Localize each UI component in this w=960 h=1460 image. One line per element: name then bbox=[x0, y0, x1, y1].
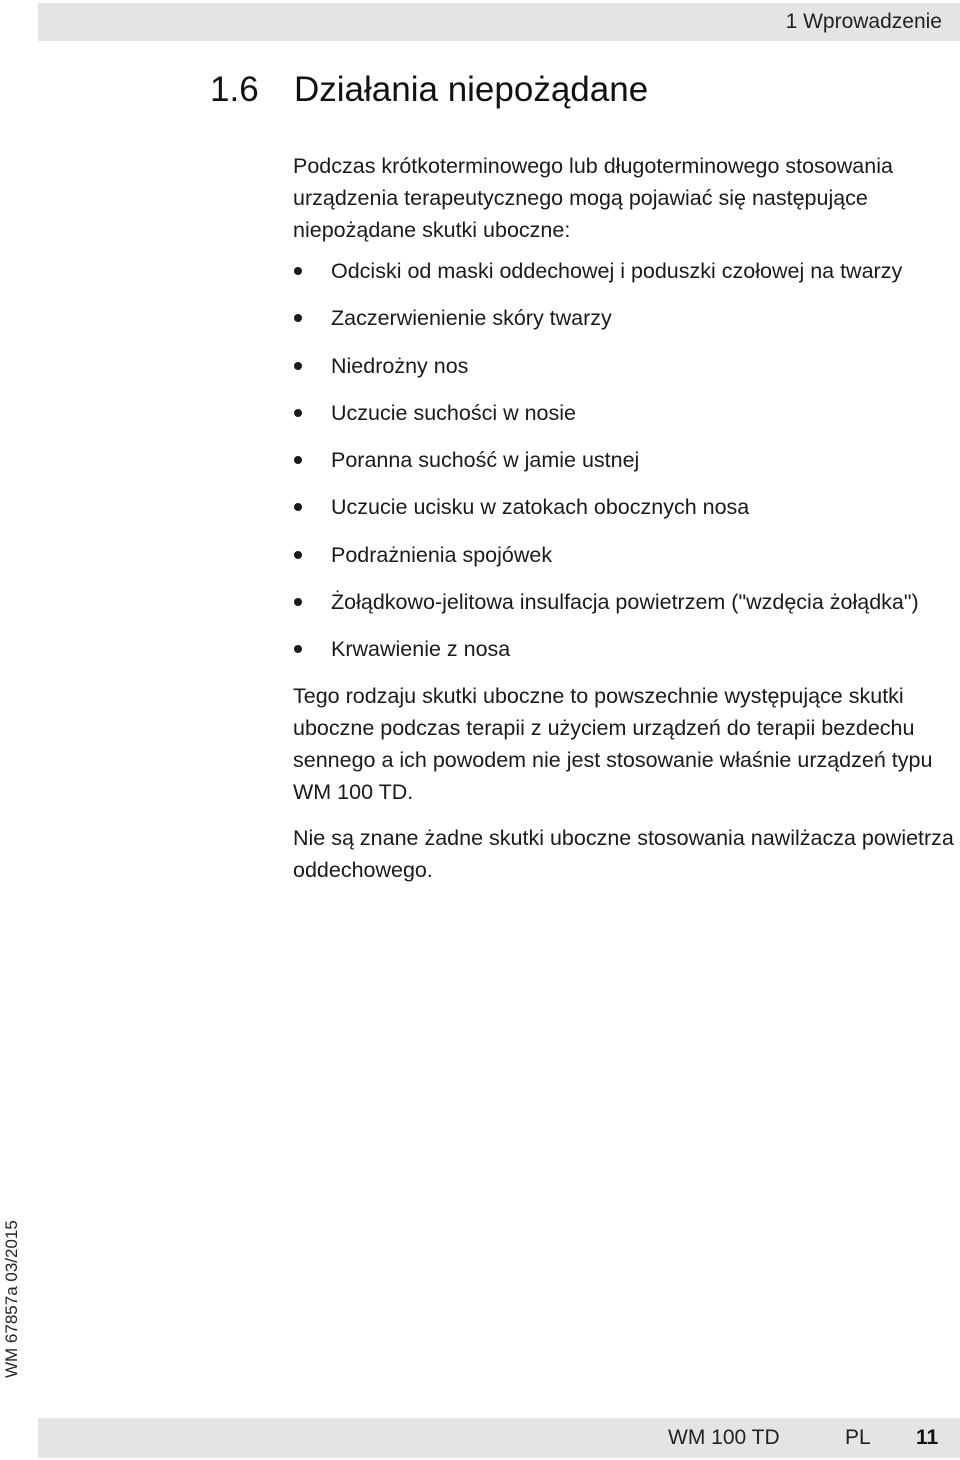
footer-language: PL bbox=[845, 1426, 871, 1449]
bullet-icon bbox=[294, 362, 302, 370]
bullet-icon bbox=[294, 645, 302, 653]
bullet-icon bbox=[294, 551, 302, 559]
list-item: Niedrożny nos bbox=[293, 350, 958, 397]
chapter-label: 1 Wprowadzenie bbox=[785, 10, 942, 33]
header-bar bbox=[38, 3, 960, 41]
list-item: Odciski od maski oddechowej i poduszki czołowej na twarzy bbox=[293, 255, 958, 302]
list-item: Uczucie suchości w nosie bbox=[293, 397, 958, 444]
footer-bar bbox=[38, 1418, 960, 1458]
side-effects-list bbox=[293, 255, 958, 681]
bullet-icon bbox=[294, 314, 302, 322]
list-item: Krwawienie z nosa bbox=[293, 633, 958, 680]
bullet-icon bbox=[294, 267, 302, 275]
bullet-icon bbox=[294, 409, 302, 417]
section-title bbox=[210, 68, 648, 112]
section-title-text: Działania niepożądane bbox=[294, 70, 649, 109]
list-item: Podrażnienia spojówek bbox=[293, 539, 958, 586]
bullet-icon bbox=[294, 598, 302, 606]
footer-model: WM 100 TD bbox=[668, 1426, 780, 1449]
list-item: Żołądkowo-jelitowa insulfacja powietrzem ("wzdęcia żołądka") bbox=[293, 586, 958, 633]
list-item: Poranna suchość w jamie ustnej bbox=[293, 444, 958, 491]
document-code: WM 67857a 03/2015 bbox=[2, 1220, 21, 1378]
list-item: Uczucie ucisku w zatokach obocznych nosa bbox=[293, 491, 958, 538]
intro-paragraph: Podczas krótkoterminowego lub długoterminowego stosowania urządzenia terapeutycznego mogą pojawiać się następujące niepożądane skutki uboczne: bbox=[293, 154, 893, 242]
humidifier-paragraph: Nie są znane żadne skutki uboczne stosowania nawilżacza powietrza oddechowego. bbox=[293, 825, 954, 882]
list-item: Zaczerwienienie skóry twarzy bbox=[293, 302, 958, 349]
main-content bbox=[293, 150, 958, 886]
explanation-paragraph: Tego rodzaju skutki uboczne to powszechnie występujące skutki uboczne podczas terapii z użyciem urządzeń do terapii bezdechu sennego a ich powodem nie jest stosowanie właśnie urządzeń typu WM 100 TD. bbox=[293, 683, 933, 804]
page-number: 11 bbox=[916, 1426, 939, 1449]
bullet-icon bbox=[294, 503, 302, 511]
bullet-icon bbox=[294, 456, 302, 464]
section-number: 1.6 bbox=[210, 70, 259, 109]
